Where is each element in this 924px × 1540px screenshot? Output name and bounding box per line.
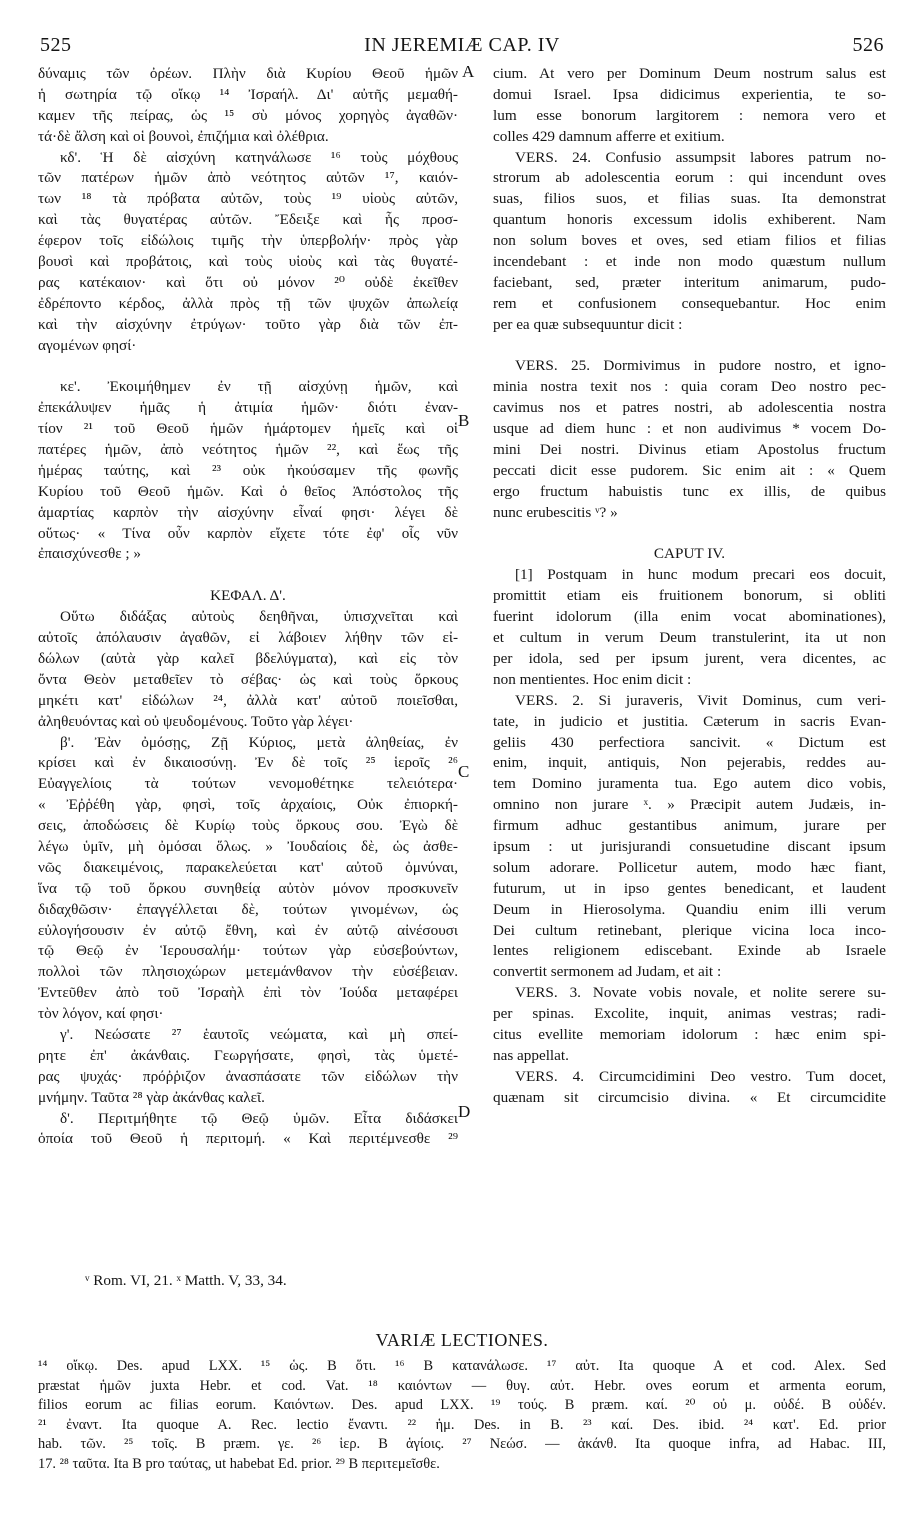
latin-column xyxy=(493,64,886,1109)
text-line: convertit sermonem ad Judam, et ait : xyxy=(493,963,722,981)
variant-reading-line: ¹⁴ οἴκῳ. Des. apud LXX. ¹⁵ ὡς. B ὅτι. ¹⁶ B κατανάλωσε. ¹⁷ αὐτ. Ita quoque A et cod. Alex. Sed xyxy=(38,1358,886,1374)
text-line: δ'. Περιτμήθητε τῷ Θεῷ ὑμῶν. Εἶτα διδάσκει xyxy=(60,1109,458,1127)
text-line: γ'. Νεώσατε ²⁷ ἑαυτοῖς νεώματα, καὶ μὴ σπεί- xyxy=(60,1025,458,1043)
text-line: non mentientes. Hoc enim dicit : xyxy=(493,670,692,688)
text-line: σεις, ἀποδώσεις δὲ Κυρίῳ τοὺς ὅρκους σου. Ἐγὼ δὲ xyxy=(38,817,458,835)
text-line: per idola, sed per ipsum jurent, vera dicentes, ac xyxy=(493,649,886,667)
page-number-left: 525 xyxy=(40,34,72,56)
variant-reading-line: ²¹ ἐναντ. Ita quoque A. Rec. lectio ἔναντι. ²² ἡμ. Des. in B. ²³ καί. Des. ibid. ²⁴ κατ'. Ed. prior xyxy=(38,1416,886,1433)
text-line: οὕτως· « Τίνα οὖν καρπὸν εἴχετε τότε ἐφ' οἷς νῦν xyxy=(38,524,458,542)
text-line: domui Israel. Ipsa didicimus experientia, te so- xyxy=(493,85,886,103)
text-line: cium. At vero per Dominum Deum nostrum salus est xyxy=(493,65,886,82)
text-line: rem et confusionem consequebantur. Hoc enim xyxy=(493,294,886,312)
text-line: VERS. 24. Confusio assumpsit labores patrum no- xyxy=(515,148,886,166)
text-line: suas, filios suos, et filias suas. Ita demonstrat xyxy=(493,190,886,208)
text-line: ἡμέρας ταύτης, καὶ ²³ οὐκ ἠκούσαμεν τῆς φωνῆς xyxy=(38,461,458,479)
paragraph-gap xyxy=(38,565,458,586)
text-line: κρίσει καὶ ἐν δικαιοσύνῃ. Ἐν δὲ τοῖς ²⁵ ἱεροῖς ²⁶ xyxy=(38,754,458,772)
text-line: Deum in Hierosolyma. Quandiu enim illi verum xyxy=(493,900,886,918)
text-line: κε'. Ἐκοιμήθημεν ἐν τῇ αἰσχύνῃ ἡμῶν, καὶ xyxy=(60,378,458,396)
text-line: πατέρες ἡμῶν, ἀπὸ νεότητος ἡμῶν ²², καὶ ἕως τῆς xyxy=(38,441,458,459)
text-line: ρητε ἐπ' ἀκάνθαις. Γεωργήσατε, φησὶ, τὰς ὑμετέ- xyxy=(38,1046,458,1064)
text-line: omnino non jurare ˣ. » Præcipit autem Judæis, in- xyxy=(493,796,886,814)
text-line: καὶ τὴν αἰσχύνην ἐτρύγων· τοῦτο γὰρ διὰ τῶν ἐπ- xyxy=(38,315,458,333)
text-line: ἐπαισχύνεσθε ; » xyxy=(38,545,142,563)
text-line: solum adorare. Pollicetur autem, modo hæc fiant, xyxy=(493,858,886,876)
text-line: δύναμις τῶν ὀρέων. Πλὴν διὰ Κυρίου Θεοῦ ἡμῶν xyxy=(38,65,458,82)
text-line: lentes religionem ediscebant. Exinde ab Israele xyxy=(493,942,886,960)
text-line: ὄντα Θεὸν μεταθεῖεν τὸ σέβας· ὡς καὶ τοὺς ὅρκους xyxy=(38,670,458,688)
text-line: εὐλογήσουσιν ἐν αὐτῷ ἔθνη, καὶ ἐν αὐτῷ αἰνέσουσι xyxy=(38,921,458,939)
text-line: fuerint idolorum (illa enim vocat abominationes), xyxy=(493,608,886,626)
text-line: ἀληθευόντας καὶ οὐ ψευδομένους. Τοῦτο γὰρ λέγει· xyxy=(38,712,354,730)
text-line: nas appellat. xyxy=(493,1046,569,1064)
text-line: futurum, ut in ipso gentes benedicant, et laudent xyxy=(493,879,886,897)
text-line: μνήμην. Ταῦτα ²⁸ γὰρ ἀκάνθας καλεῖ. xyxy=(38,1088,265,1106)
text-line: ἐδρέποντο κέρδος, ἀλλὰ πρὸς τῇ τῶν ψυχῶν ἀπωλείᾳ xyxy=(38,294,458,312)
text-line: citus evellite memoriam idolorum : hæc enim spi- xyxy=(493,1025,886,1043)
text-line: incendebant : et inde non modo quæstum nullum xyxy=(493,253,886,271)
text-line: πολλοὶ τῶν πλησιοχώρων μετεμάνθανον τὴν εὐσέβειαν. xyxy=(38,963,458,981)
text-line: τά·δὲ ἄλση καὶ οἱ βουνοὶ, ἐπιζήμια καὶ ὀλέθρια. xyxy=(38,127,329,145)
paragraph-gap xyxy=(493,336,886,357)
text-line: αγομένων φησί· xyxy=(38,336,137,354)
text-line: tate, in judicio et justitia. Cæterum in sacris Evan- xyxy=(493,712,886,730)
text-line: διδαχθῶσιν· ἐπαγγέλλεται δὲ, τούτων γινομένων, ὡς xyxy=(38,900,458,918)
paragraph-gap xyxy=(493,524,886,545)
text-line: enim, inquit, antiquis, Non pejerabis, reddes au- xyxy=(493,754,886,772)
margin-letter-d: D xyxy=(458,1102,471,1121)
margin-letter-a: A xyxy=(462,62,475,81)
text-line: έφερον τοῖς εἰδώλοις τιμῆς τὴν ὑπερβολήν· πρὸς γὰρ xyxy=(38,232,458,250)
greek-column xyxy=(38,64,458,1150)
text-line: faciebant, sed, præter interitum animarum, pudo- xyxy=(493,273,886,291)
text-line: per spinas. Excolite, inquit, animas vestras; radi- xyxy=(493,1005,886,1023)
variant-reading-line: hab. τῶν. ²⁵ τοῖς. B præm. γε. ²⁶ ἱερ. B ἁγίοις. ²⁷ Νεώσ. — ἀκάνθ. Ita quoque infra, ad Habac. III, xyxy=(38,1436,886,1452)
text-line: β'. Ἐὰν ὀμόσῃς, Ζῇ Κύριος, μετὰ ἀληθείας, ἐν xyxy=(60,733,458,751)
text-line: ipsum : ut jurisjurandi consuetudine discant ipsum xyxy=(493,837,886,855)
text-line: καμεν τῆς πείρας, ὡς ¹⁵ σὺ μόνος χορηγὸς ἀγαθῶν· xyxy=(38,106,458,124)
text-line: ΚΕΦΑΛ. Δ'. xyxy=(210,587,286,605)
text-line: nunc erubescitis ᵛ? » xyxy=(493,503,618,521)
text-line: κδ'. Ἡ δὲ αἰσχύνη κατηνάλωσε ¹⁶ τοὺς μόχθους xyxy=(60,148,458,166)
text-line: cavimus nos et patres nostri, ab adolescentia nostra xyxy=(493,399,886,417)
text-line: Οὕτω διδάξας αὐτοὺς δεηθῆναι, ὑπισχνεῖται καὶ xyxy=(60,608,458,626)
text-line: τῶν πατέρων ἡμῶν ἀπὸ νεότητος αὐτῶν ¹⁷, καιόν- xyxy=(38,169,458,187)
text-line: ὁποία τοῦ Θεοῦ ἡ περιτομή. « Καὶ περιτέμνεσθε ²⁹ xyxy=(38,1130,458,1148)
text-line: νῶς διακειμένοις, παρακελεύεται κατ' αὐτοῦ ὀμνύναι, xyxy=(38,858,458,876)
variae-lectiones-title: VARIÆ LECTIONES. xyxy=(375,1330,549,1350)
text-line: lum esse bonorum largitorem : nemora vero et xyxy=(493,106,886,124)
text-line: colles 429 damnum afferre et exitium. xyxy=(493,127,725,145)
text-line: δώλων (αὐτὰ γὰρ καλεῖ βδελύγματα), καὶ εἰς τὸν xyxy=(38,649,458,667)
text-line: VERS. 4. Circumcidimini Deo vestro. Tum docet, xyxy=(515,1067,886,1085)
text-line: Dei cultum retinebant, plerique vicina loca inco- xyxy=(493,921,886,939)
text-line: βουσὶ καὶ προβάτοις, καὶ τοὺς υἱοὺς καὶ τὰς θυγατέ- xyxy=(38,253,458,271)
text-line: Κυρίου τοῦ Θεοῦ ἡμῶν. Καὶ ὁ θεῖος Ἀπόστολος τῆς xyxy=(38,482,458,500)
page-number-right: 526 xyxy=(852,34,884,56)
text-line: ergo fructum habuistis tunc ex illis, de quibus xyxy=(493,482,886,500)
text-line: τίον ²¹ τοῦ Θεοῦ ἡμῶν ἡμάρτομεν ἡμεῖς καὶ οἱ xyxy=(38,420,458,438)
text-line: quantum honoris excessum idolis exhiberent. Nam xyxy=(493,211,886,229)
text-line: καὶ τὰς θυγατέρας αὐτῶν. Ἔδειξε καὶ ἧς προσ- xyxy=(38,211,458,229)
text-line: VERS. 25. Dormivimus in pudore nostro, et igno- xyxy=(515,357,886,375)
text-line: τὸν λόγον, καί φησι· xyxy=(38,1005,164,1023)
text-line: minia nostra texit nos : quia coram Deo nostro pec- xyxy=(493,378,886,396)
text-line: Εὐαγγελίοις τὰ τούτων νενομοθέτηκε τελειότερα· xyxy=(38,775,458,793)
variae-lectiones xyxy=(38,1357,886,1474)
text-line: peccati dicit esse pudorem. Sic enim ait : « Quem xyxy=(493,461,886,479)
text-line: quænam sit circumcisio divina. « Et circumcidite xyxy=(493,1088,886,1106)
text-line: mini Dei nostri. Divinus etiam Apostolus fructum xyxy=(493,441,886,459)
text-line: ἁμαρτίας καρπὸν τὴν αἰσχύνην εἶναί φησι· λέγει δὲ xyxy=(38,503,458,521)
text-line: et cultum in verum Deum transtulerint, ita ut non xyxy=(493,629,886,647)
text-line: τῷ Θεῷ ἐν Ἱερουσαλήμ· τούτων γὰρ εὐσεβούντων, xyxy=(38,942,458,960)
text-line: ἵνα τῷ τοῦ ὅρκου συνηθείᾳ αὐτὸν μόνον προσκυνεῖν xyxy=(38,879,458,897)
text-line: αὐτοῖς ἀπόλαυσιν ἀγαθῶν, εἰ λάβοιεν λήθην τῶν εἰ- xyxy=(38,629,458,647)
text-line: ρας ψυχάς· πρόῤῥιζον ἀνασπάσατε τῶν εἰδώλων τὴν xyxy=(38,1067,458,1085)
text-line: per ea quæ subsequuntur dicit : xyxy=(493,315,683,333)
scripture-footnotes: ᵛ Rom. VI, 21. ˣ Matth. V, 33, 34. xyxy=(85,1272,287,1289)
text-line: firmum adhuc gestantibus animum, jurare per xyxy=(493,817,886,835)
text-line: promittit etiam eis fruitionem bonorum, si obliti xyxy=(493,587,886,605)
text-line: μηκέτι κατ' εἰδώλων ²⁴, ἀλλὰ κατ' αὐτοῦ ποιεῖσθαι, xyxy=(38,691,458,709)
text-line: ρας κατέκαιον· καὶ ὅτι οὐ μόνον ²⁰ οὐδὲ ἐκεῖθεν xyxy=(38,273,458,291)
text-line: [1] Postquam in hunc modum precari eos docuit, xyxy=(515,566,886,584)
variant-reading-line: præstat ἡμῶν juxta Hebr. et cod. Vat. ¹⁸ καιόντων — θυγ. αὐτ. Hebr. oves eorum et armenta eorum, xyxy=(38,1377,886,1394)
paragraph-gap xyxy=(38,356,458,377)
text-line: strorum ab adolescentia eorum : qui incendunt oves xyxy=(493,169,886,187)
text-line: ἡ σωτηρία τῷ οἴκῳ ¹⁴ Ἰσραήλ. Δι' αὐτῆς μεμαθή- xyxy=(38,85,458,103)
text-line: tem Domino juramenta tua. Ego autem dico vobis, xyxy=(493,775,886,793)
text-line: usque ad diem hunc : et non audivimus * vocem Do- xyxy=(493,420,886,438)
text-line: geliis 430 perfectiora sancivit. « Dictum est xyxy=(493,733,886,751)
text-line: λέγω ὑμῖν, μὴ ὀμόσαι ὅλως. » Ἰουδαίοις δὲ, ὡς ἀσθε- xyxy=(38,837,458,855)
margin-letter-b: B xyxy=(458,411,470,430)
text-line: « Ἐῤῥέθη γὰρ, φησὶ, τοῖς ἀρχαίοις, Οὐκ ἐπιορκή- xyxy=(38,796,458,814)
text-line: των ¹⁸ τὰ πρόβατα αὐτῶν, τοὺς ¹⁹ υἱοὺς αὐτῶν, xyxy=(38,190,458,208)
text-line: ἐπεκάλυψεν ἡμᾶς ἡ ἀτιμία ἡμῶν· διότι ἐναν- xyxy=(38,399,458,417)
text-line: non solum boves et oves, sed etiam filios et filias xyxy=(493,232,886,250)
margin-letter-c: C xyxy=(458,762,470,781)
running-title: IN JEREMIÆ CAP. IV xyxy=(364,34,560,56)
text-line: VERS. 3. Novate vobis novale, et nolite serere su- xyxy=(515,984,886,1002)
variant-reading-line: 17. ²⁸ ταῦτα. Ita B pro ταύτας, ut habebat Ed. prior. ²⁹ B περιτεμεῖσθε. xyxy=(38,1455,440,1472)
text-line: Ἐντεῦθεν ἀπὸ τοῦ Ἰσραὴλ ἐπὶ τὸν Ἰούδα μεταφέρει xyxy=(38,984,458,1002)
variant-reading-line: filios eorum ac filias eorum. Καιόντων. Des. apud LXX. ¹⁹ τούς. B præm. καί. ²⁰ οὐ μ. οὐδέ. B οὐδέν. xyxy=(38,1397,886,1413)
text-line: CAPUT IV. xyxy=(653,545,726,563)
text-line: VERS. 2. Si juraveris, Vivit Dominus, cum veri- xyxy=(515,691,886,709)
